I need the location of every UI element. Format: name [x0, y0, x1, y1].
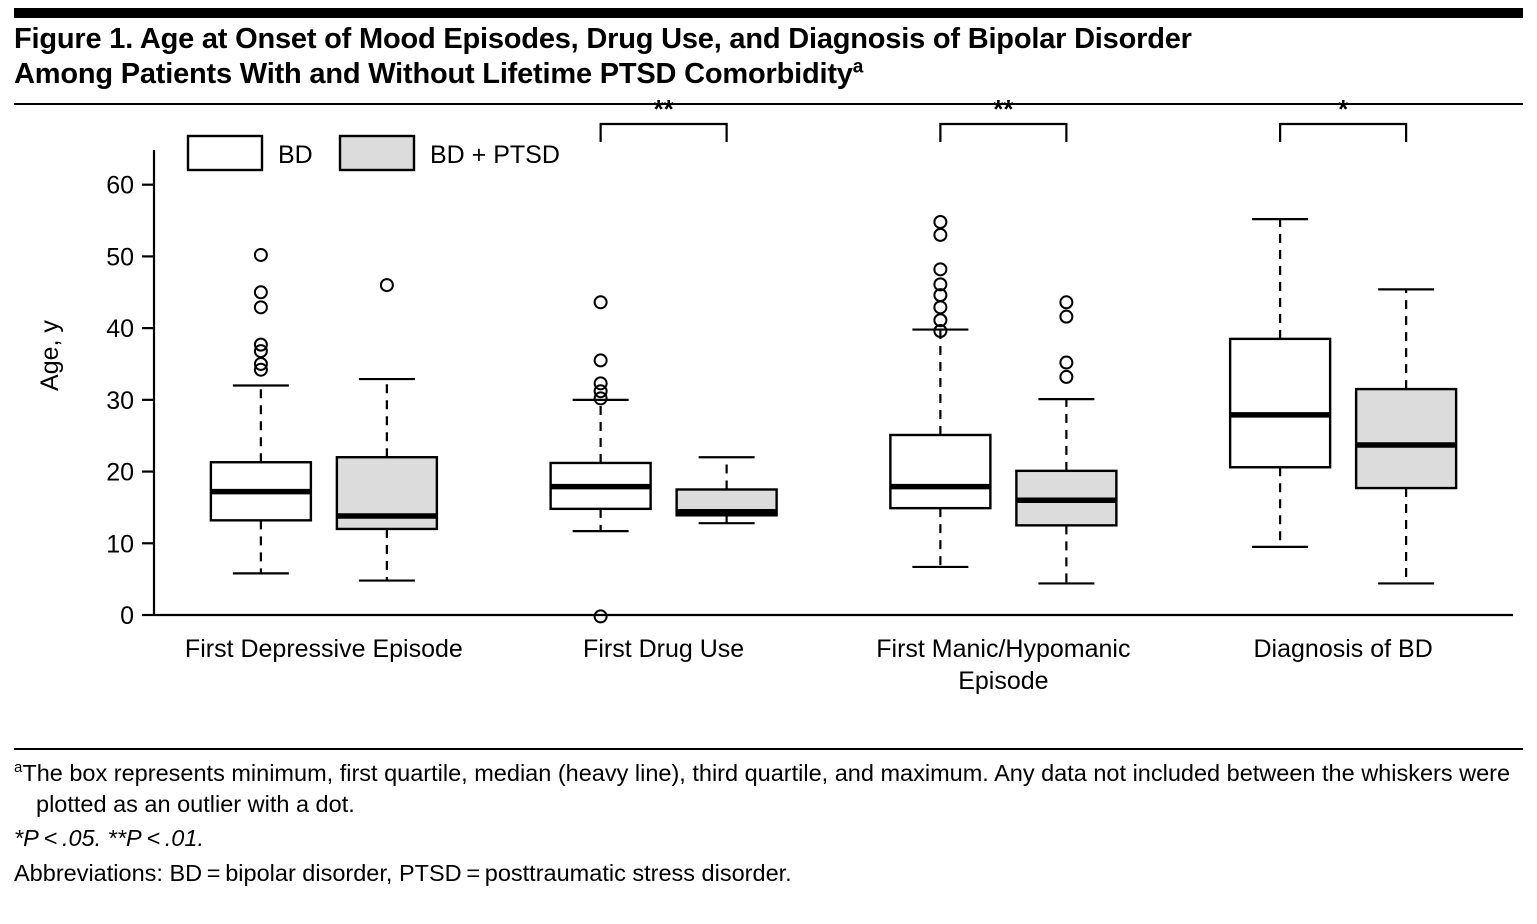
box-bd	[1230, 339, 1330, 467]
outlier-point	[595, 610, 607, 622]
outlier-point	[934, 263, 946, 275]
outlier-point	[381, 279, 393, 291]
outlier-point	[934, 301, 946, 313]
y-axis-tick-label: 50	[106, 243, 134, 272]
outlier-point	[934, 229, 946, 241]
category-label: First Drug Use	[583, 635, 745, 663]
y-axis-tick-label: 40	[106, 315, 134, 344]
outlier-point	[1060, 296, 1072, 308]
footnote-a	[14, 758, 1514, 819]
significance-bracket	[601, 124, 727, 142]
y-axis-title: Age, y	[36, 320, 64, 391]
outlier-point	[595, 354, 607, 366]
outlier-point	[255, 301, 267, 313]
significance-label: **	[653, 94, 674, 124]
footer-rule	[14, 748, 1523, 750]
outlier-point	[255, 249, 267, 261]
legend-label-bd: BD	[278, 141, 313, 169]
title-rule	[14, 103, 1523, 105]
outlier-point	[1060, 357, 1072, 369]
y-axis-tick-label: 20	[106, 458, 134, 487]
category-label: First Manic/Hypomanic	[876, 635, 1131, 663]
y-axis-tick-label: 60	[106, 171, 134, 200]
footnote-marker: a	[14, 759, 23, 777]
legend-label-bd-ptsd: BD + PTSD	[430, 141, 560, 169]
y-axis-tick-label: 10	[106, 530, 134, 559]
legend-swatch-bd-ptsd	[340, 136, 414, 170]
box-plot	[14, 94, 1523, 737]
figure-title-footnote-marker: a	[852, 56, 864, 78]
significance-bracket	[940, 124, 1066, 142]
outlier-point	[595, 392, 607, 404]
footnote-text-line-2: included between the whiskers were plotted as an outlier with a dot.	[36, 760, 1511, 817]
p-value-note: *P < .05. **P < .01.	[14, 825, 204, 852]
category-label: First Depressive Episode	[184, 635, 463, 663]
figure-title-line-1: Figure 1. Age at Onset of Mood Episodes, Drug Use, and Diagnosis of Bipolar Disorder	[14, 23, 1192, 55]
outlier-point	[255, 286, 267, 298]
abbreviations-note: Abbreviations: BD = bipolar disorder, PTSD = posttraumatic stress disorder.	[14, 859, 792, 886]
outlier-point	[1060, 371, 1072, 383]
outlier-point	[1060, 311, 1072, 323]
significance-label: **	[993, 94, 1014, 124]
outlier-point	[595, 296, 607, 308]
box-bd-ptsd	[1356, 389, 1456, 488]
figure-title	[14, 22, 1494, 93]
legend-swatch-bd	[188, 136, 262, 170]
top-rule	[14, 8, 1523, 18]
y-axis-tick-label: 30	[106, 386, 134, 415]
chart-canvas	[14, 94, 1523, 737]
category-label: Diagnosis of BD	[1253, 635, 1433, 663]
significance-bracket	[1280, 124, 1406, 142]
y-axis-tick-label: 0	[120, 602, 134, 630]
figure-title-line-2: Among Patients With and Without Lifetime PTSD Comorbidity	[14, 58, 853, 91]
outlier-point	[934, 216, 946, 228]
box-bd	[890, 435, 990, 508]
category-label: Episode	[958, 667, 1049, 695]
significance-label: *	[1338, 94, 1349, 124]
figure-notes	[14, 758, 1514, 888]
footnote-text-line-1: The box represents minimum, first quartile, median (heavy line), third quartile, and maximum. Any data not	[22, 760, 1127, 786]
